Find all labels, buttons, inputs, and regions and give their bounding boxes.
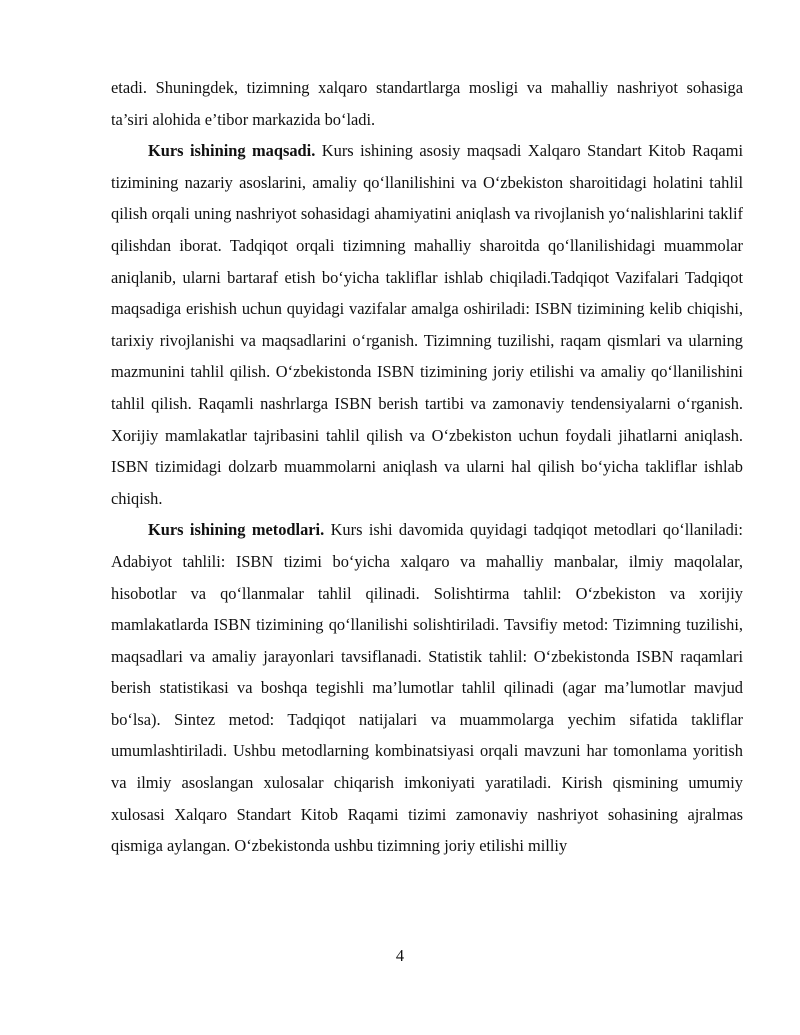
page-number: 4: [395, 946, 405, 965]
paragraph-text: Kurs ishining asosiy maqsadi Xalqaro Standart Kitob Raqami tizimining nazariy asoslarini, amaliy qo‘llanilishini va O‘zbekiston sharoitidagi holatini tahlil qilish orqali uning nashriyot sohasidagi ahamiyatini aniqlash va rivojlanish yo‘nalishlarini taklif qilishdan iborat. Tadqiqot orqali tizimning mahalliy sharoitda qo‘llanilishidagi muammolar aniqlanib, ularni bartaraf etish bo‘yicha takliflar ishlab chiqiladi.Tadqiqot Vazifalari Tadqiqot maqsadiga erishish uchun quyidagi vazifalar amalga oshiriladi: ISBN tizimining kelib chiqishi, tarixiy rivojlanishi va maqsadlarini o‘rganish. Tizimning tuzilishi, raqam qismlari va ularning mazmunini tahlil qilish. O‘zbekistonda ISBN tizimining joriy etilishi va amaliy qo‘llanilishini tahlil qilish. Raqamli nashrlarga ISBN berish tartibi va zamonaviy tendensiyalarni o‘rganish. Xorijiy mamlakatlar tajribasini tahlil qilish va O‘zbekiston uchun foydali jihatlarni aniqlash. ISBN tizimidagi dolzarb muammolarni aniqlash va ularni hal qilish bo‘yicha takliflar ishlab chiqish.: [111, 141, 744, 508]
section-heading-metodlari: Kurs ishining metodlari.: [148, 520, 325, 540]
paragraph-metodlari: [111, 514, 743, 862]
paragraph-maqsadi: [111, 135, 743, 514]
paragraph-text: etadi. Shuningdek, tizimning xalqaro standartlarga mosligi va mahalliy nashriyot sohasiga ta’siri alohida e’tibor markazida bo‘ladi.: [111, 78, 743, 129]
body-text: [111, 72, 743, 862]
paragraph-text: Kurs ishi davomida quyidagi tadqiqot metodlari qo‘llaniladi: Adabiyot tahlili: ISBN tizimi bo‘yicha xalqaro va mahalliy manbalar, ilmiy maqolalar, hisobotlar va qo‘llanmalar tahlil qilinadi. Solishtirma tahlil: O‘zbekiston va xorijiy mamlakatlarda ISBN tizimining qo‘llanilishi solishtiriladi. Tavsifiy metod: Tizimning tuzilishi, maqsadlari va amaliy jarayonlari tavsiflanadi. Statistik tahlil: O‘zbekistonda ISBN raqamlari berish statistikasi va boshqa tegishli ma’lumotlar tahlil qilinadi (agar ma’lumotlar mavjud bo‘lsa). Sintez metod: Tadqiqot natijalari va muammolarga yechim sifatida takliflar umumlashtiriladi. Ushbu metodlarning kombinatsiyasi orqali mavzuni har tomonlama yoritish va ilmiy asoslangan xulosalar chiqarish imkoniyati yaratiladi. Kirish qismining umumiy xulosasi Xalqaro Standart Kitob Raqami tizimi zamonaviy nashriyot sohasining ajralmas qismiga aylangan. O‘zbekistonda ushbu tizimning joriy etilishi milliy: [111, 520, 743, 856]
paragraph-continuation: [111, 72, 743, 135]
section-heading-maqsadi: Kurs ishining maqsadi.: [148, 141, 316, 161]
